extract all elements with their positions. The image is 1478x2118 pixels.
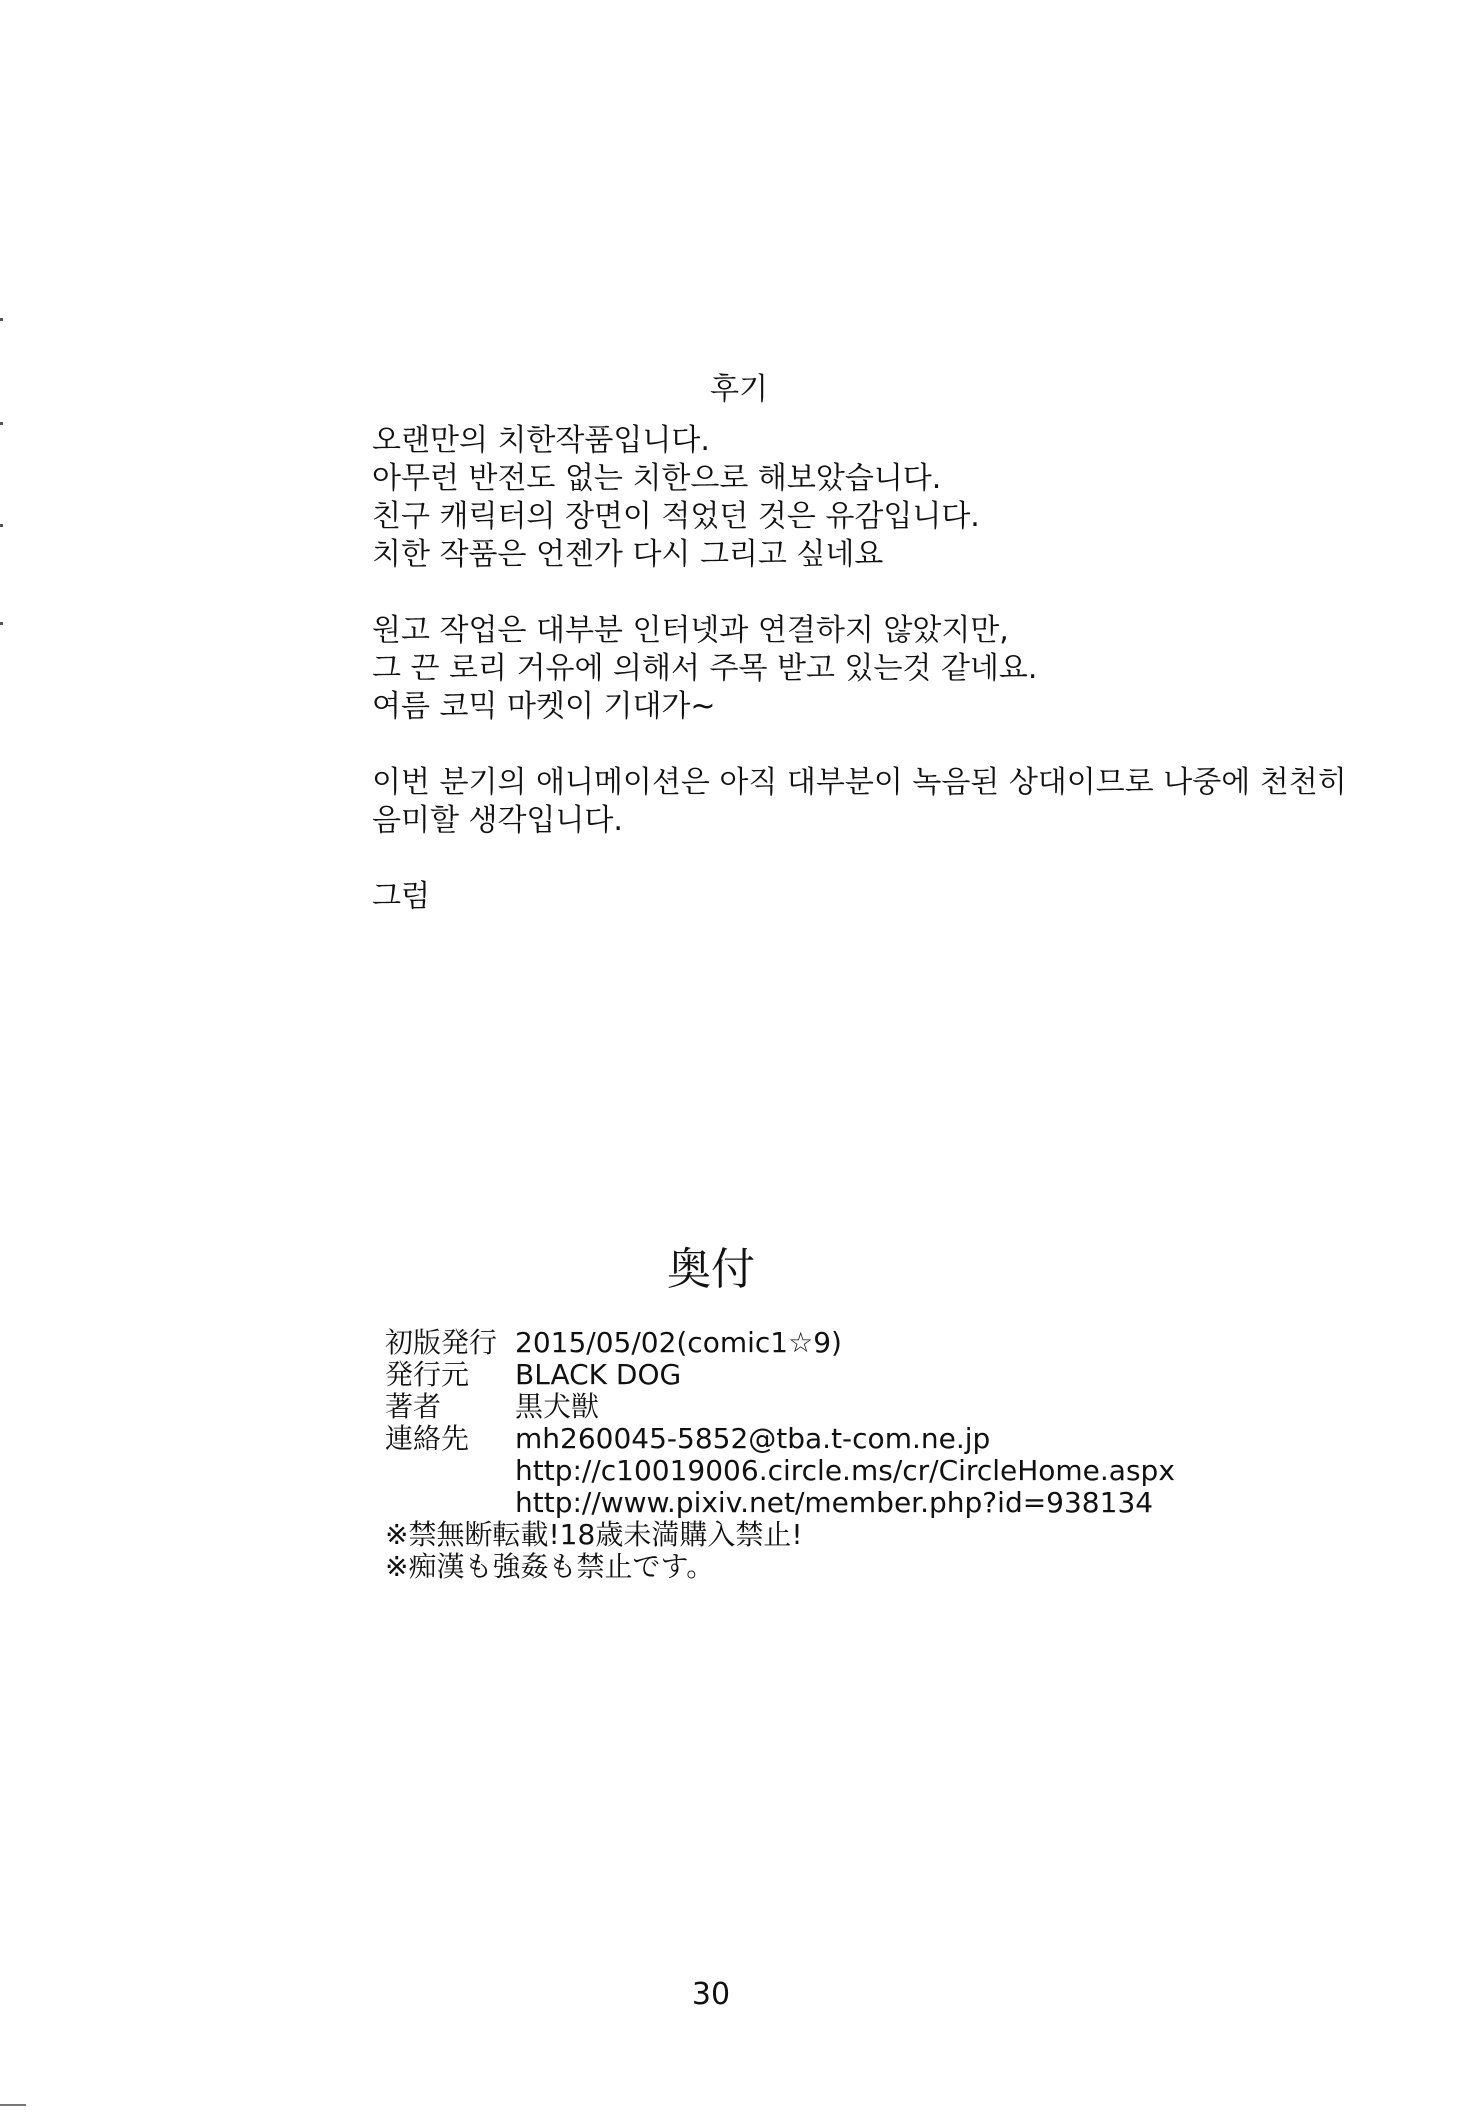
afterword-line: 원고 작업은 대부분 인터넷과 연결하지 않았지만, <box>372 613 1009 648</box>
first-edition-label: 初版発行 <box>385 1326 498 1359</box>
afterword-closing: 그럼 <box>372 879 430 914</box>
afterword-line: 치한 작품은 언젠가 다시 그리고 싶네요 <box>372 537 884 572</box>
colophon-row-author <box>385 1391 1175 1423</box>
contact-url-pixiv: http://www.pixiv.net/member.php?id=938134 <box>515 1486 1154 1519</box>
afterword-line: 이번 분기의 애니메이션은 아직 대부분이 녹음된 상대이므로 나중에 천천히 <box>372 765 1347 800</box>
bottom-edge-rule <box>0 2104 26 2106</box>
first-edition-value: 2015/05/02(comic1☆9) <box>515 1326 842 1359</box>
afterword-paragraph <box>372 422 1412 574</box>
afterword-line: 친구 캐릭터의 장면이 적었던 것은 유감입니다. <box>372 499 980 534</box>
afterword-paragraph <box>372 878 1412 916</box>
afterword-paragraph <box>372 764 1412 840</box>
colophon <box>385 1327 1175 1583</box>
contact-url-circle: http://c10019006.circle.ms/cr/CircleHome.aspx <box>515 1454 1175 1487</box>
colophon-row-contact-url <box>385 1455 1175 1487</box>
binding-mark <box>0 622 3 625</box>
colophon-row-first-edition <box>385 1327 1175 1359</box>
binding-mark <box>0 318 3 321</box>
afterword-title: 후기 <box>710 372 768 407</box>
colophon-row-contact <box>385 1423 1175 1455</box>
author-value: 黒犬獣 <box>515 1390 600 1423</box>
afterword-body <box>372 422 1412 954</box>
notice-no-reprint: ※禁無断転載!18歳未満購入禁止! <box>385 1518 803 1551</box>
binding-mark <box>0 422 3 425</box>
page-number: 30 <box>691 1977 731 2012</box>
afterword-line: 오랜만의 치한작품입니다. <box>372 423 710 458</box>
author-label: 著者 <box>385 1390 442 1423</box>
contact-email: mh260045-5852@tba.t-com.ne.jp <box>515 1422 991 1455</box>
afterword-line: 아무런 반전도 없는 치한으로 해보았습니다. <box>372 461 942 496</box>
afterword-line: 여름 코믹 마켓이 기대가~ <box>372 689 716 724</box>
publisher-label: 発行元 <box>385 1358 470 1391</box>
colophon-row-publisher <box>385 1359 1175 1391</box>
colophon-title: 奥付 <box>667 1244 755 1295</box>
binding-mark <box>0 524 3 527</box>
contact-label: 連絡先 <box>385 1422 470 1455</box>
afterword-line: 음미할 생각입니다. <box>372 803 623 838</box>
notice-prohibition: ※痴漢も強姦も禁止です。 <box>385 1550 715 1583</box>
publisher-value: BLACK DOG <box>515 1358 682 1391</box>
colophon-row-contact-url <box>385 1487 1175 1519</box>
afterword-paragraph <box>372 612 1412 726</box>
afterword-line: 그 끈 로리 거유에 의해서 주목 받고 있는것 같네요. <box>372 651 1038 686</box>
